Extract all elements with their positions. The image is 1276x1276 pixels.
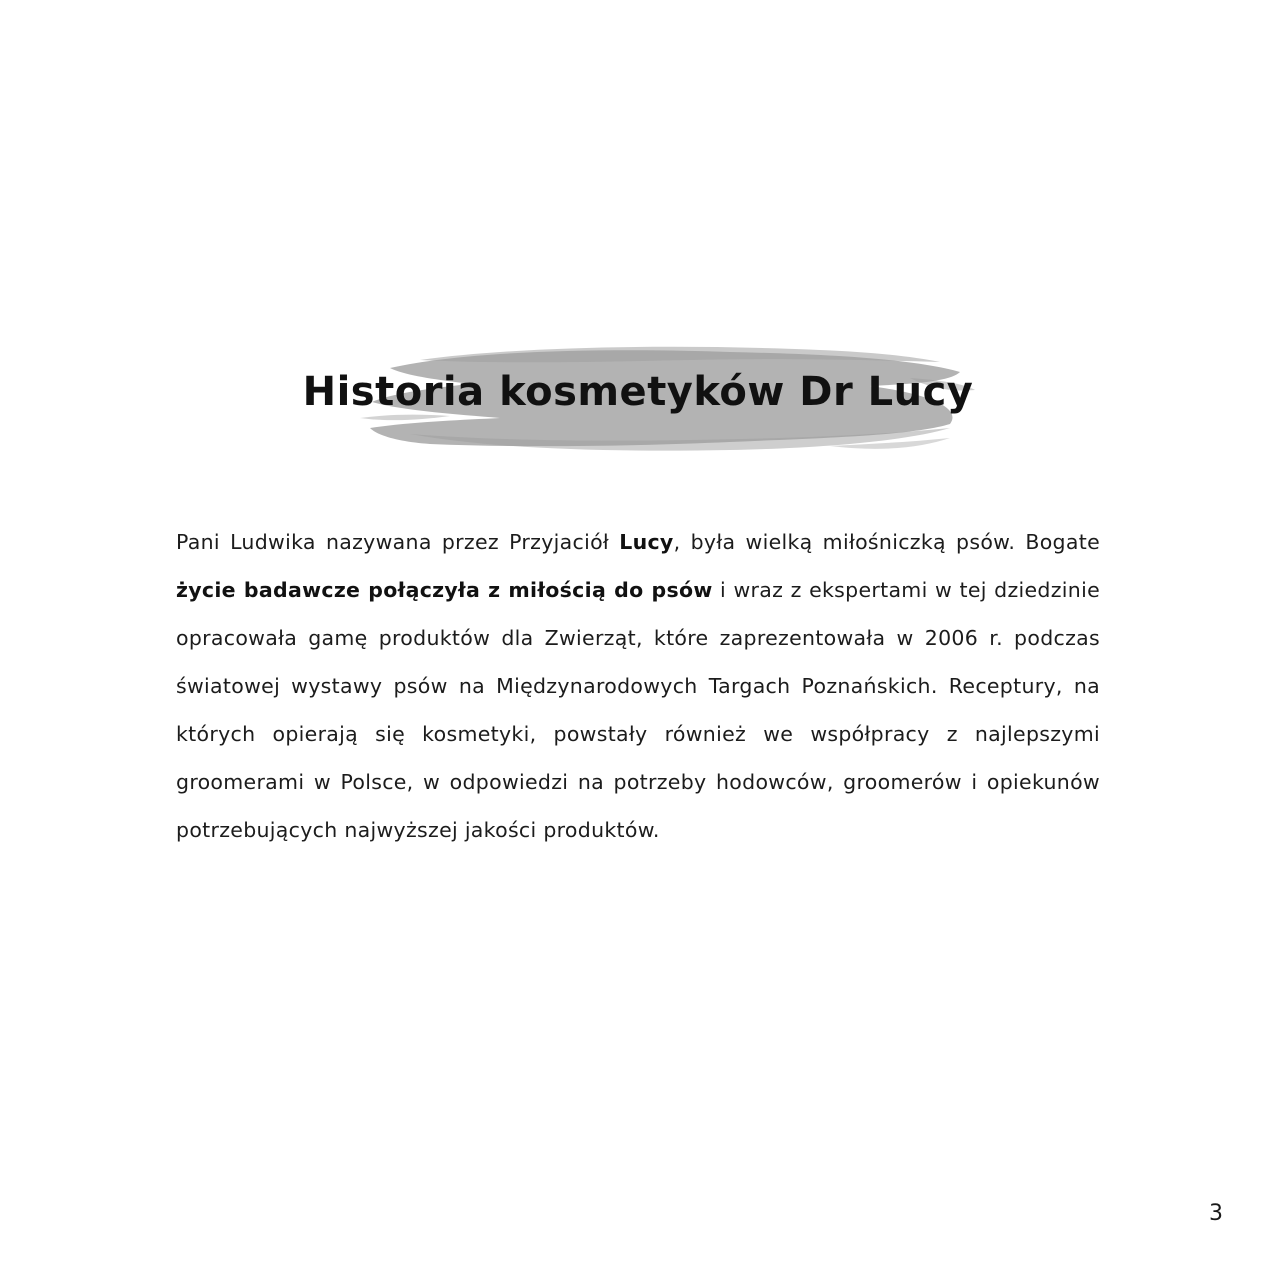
paragraph-text-2: , była wielką miłośniczką psów. Bogate: [673, 530, 1100, 554]
paragraph-text-1: Pani Ludwika nazywana przez Przyjaciół: [176, 530, 620, 554]
page-number: 3: [1209, 1201, 1223, 1226]
history-paragraph: [176, 518, 1100, 854]
paragraph-bold-research: życie badawcze połączyła z miłością do psów: [176, 578, 713, 602]
paragraph-text-3: i wraz z ekspertami w tej dziedzinie opracowała gamę produktów dla Zwierząt, które zaprezentowała w 2006 r. podczas światowej wystawy psów na Międzynarodowych Targach Poznańskich. Receptury, na których opierają się kosmetyki, powstały również we współpracy z najlepszymi groomerami w Polsce, w odpowiedzi na potrzeby hodowców, groomerów i opiekunów potrzebujących najwyższej jakości produktów.: [176, 578, 1100, 842]
paragraph-bold-lucy: Lucy: [619, 530, 674, 554]
page-title: Historia kosmetyków Dr Lucy: [302, 369, 974, 415]
